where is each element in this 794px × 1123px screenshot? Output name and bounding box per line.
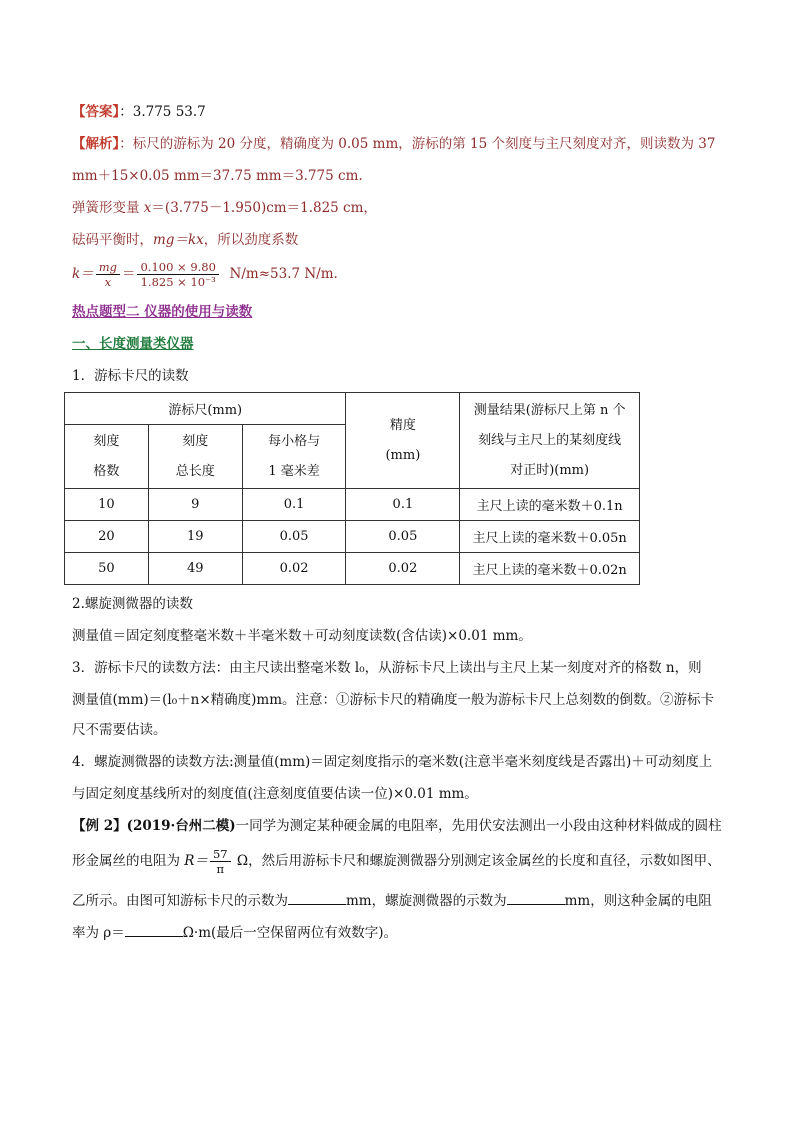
cell-diff: 0.1 bbox=[242, 489, 346, 521]
formula-k-lhs: k＝ bbox=[72, 266, 94, 282]
example-line-4 bbox=[72, 922, 397, 943]
analysis-line-3 bbox=[72, 198, 377, 218]
example-line-1 bbox=[72, 816, 722, 836]
cell-total: 19 bbox=[148, 521, 242, 553]
cell-precision: 0.1 bbox=[346, 489, 460, 521]
section-4-line-1: 4．螺旋测微器的读数方法:测量值(mm)＝固定刻度指示的毫米数(注意半毫米刻度线是否露出)＋可动刻度上 bbox=[72, 754, 713, 770]
header-precision-1: 精度 bbox=[389, 417, 416, 433]
cell-precision: 0.05 bbox=[346, 521, 460, 553]
resistance-den: π bbox=[216, 862, 225, 876]
section-2-text: 测量值＝固定刻度整毫米数＋半毫米数＋可动刻度读数(含估读)×0.01 mm。 bbox=[72, 628, 532, 644]
example-line-4-pre: 率为 ρ＝ bbox=[72, 925, 125, 941]
table-row bbox=[65, 521, 640, 553]
analysis-line-4-post: ，所以劲度系数 bbox=[203, 232, 299, 248]
formula-k-rhs: N/m≈53.7 N/m. bbox=[229, 266, 338, 282]
header-vernier: 游标尺(mm) bbox=[65, 393, 346, 425]
section-3-line-2: 测量值(mm)＝(l₀＋n×精确度)mm。注意：①游标卡尺的精确度一般为游标卡尺上总刻数的倒数。②游标卡 bbox=[72, 692, 715, 708]
example-line-2 bbox=[72, 844, 721, 878]
header-result-1: 测量结果(游标尺上第 n 个 bbox=[473, 402, 626, 418]
section-3-line-3: 尺不需要估读。 bbox=[72, 722, 167, 738]
formula-equals: ＝ bbox=[121, 266, 136, 282]
example-text-1: 一同学为测定某种硬金属的电阻率，先用伏安法测出一小段由这种材料做成的圆柱 bbox=[235, 818, 722, 834]
formula-fraction-2-num: 0.100 × 9.80 bbox=[137, 260, 218, 275]
answer-colon: ： bbox=[119, 104, 133, 120]
analysis-label: 【解析】 bbox=[72, 136, 120, 152]
formula-fraction-1 bbox=[96, 260, 120, 289]
example-line-3 bbox=[72, 890, 712, 911]
cell-total: 49 bbox=[148, 553, 242, 585]
analysis-text-1: 标尺的游标为 20 分度，精确度为 0.05 mm，游标的第 15 个刻度与主尺刻度对齐，则读数为 37 bbox=[132, 136, 716, 152]
example-line-4-post: Ω·m(最后一空保留两位有效数字)。 bbox=[182, 925, 398, 941]
answer-line bbox=[72, 102, 206, 122]
header-total-length-2: 总长度 bbox=[175, 463, 215, 479]
section-4-line-2: 与固定刻度基线所对的刻度值(注意刻度值要估读一位)×0.01 mm。 bbox=[72, 786, 478, 802]
formula-fraction-1-num: mg bbox=[96, 260, 120, 275]
example-line-3-pre: 乙所示。由图可知游标卡尺的示数为 bbox=[72, 893, 288, 909]
header-result-2: 刻线与主尺上的某刻度线 bbox=[478, 432, 622, 448]
table-row bbox=[65, 553, 640, 585]
table-row bbox=[65, 489, 640, 521]
cell-result: 主尺上读的毫米数＋0.02n bbox=[460, 553, 640, 585]
cell-result: 主尺上读的毫米数＋0.05n bbox=[460, 521, 640, 553]
section-1-title: 1．游标卡尺的读数 bbox=[72, 368, 189, 384]
header-difference-1: 每小格与 bbox=[268, 433, 321, 449]
heading-sub: 一、长度测量类仪器 bbox=[72, 336, 194, 352]
resistance-num: 57 bbox=[210, 847, 231, 862]
cell-diff: 0.02 bbox=[242, 553, 346, 585]
header-difference bbox=[242, 425, 346, 489]
analysis-colon: ： bbox=[119, 136, 133, 152]
answer-blank-3[interactable] bbox=[125, 922, 183, 937]
example-line-2-post: Ω，然后用游标卡尺和螺旋测微器分别测定该金属丝的长度和直径，示数如图甲、 bbox=[232, 853, 721, 869]
answer-blank-1[interactable] bbox=[288, 890, 346, 905]
cell-result: 主尺上读的毫米数＋0.1n bbox=[460, 489, 640, 521]
header-total-length-1: 刻度 bbox=[182, 433, 209, 449]
analysis-line-2: mm＋15×0.05 mm＝37.75 mm＝3.775 cm. bbox=[72, 168, 363, 184]
header-result-3: 对正时)(mm) bbox=[510, 462, 590, 478]
header-precision bbox=[346, 393, 460, 489]
answer-values: 3.775 53.7 bbox=[132, 104, 206, 120]
resistance-lhs: R＝ bbox=[184, 853, 208, 869]
analysis-line-1 bbox=[72, 134, 715, 154]
header-difference-2: 1 毫米差 bbox=[268, 463, 320, 479]
formula-fraction-2-den: 1.825 × 10⁻³ bbox=[140, 275, 216, 289]
cell-precision: 0.02 bbox=[346, 553, 460, 585]
cell-grid: 20 bbox=[65, 521, 149, 553]
analysis-line-3-var: x bbox=[143, 200, 152, 216]
example-line-3-mid: mm，螺旋测微器的示数为 bbox=[346, 893, 507, 909]
header-grid-count-1: 刻度 bbox=[93, 433, 120, 449]
analysis-line-4-pre: 砝码平衡时， bbox=[72, 232, 153, 248]
example-line-2-pre: 形金属丝的电阻为 bbox=[72, 853, 185, 869]
vernier-table bbox=[64, 392, 640, 585]
header-total-length bbox=[148, 425, 242, 489]
formula-fraction-2 bbox=[137, 260, 218, 289]
heading-main: 热点题型二 仪器的使用与读数 bbox=[72, 304, 253, 320]
resistance-fraction bbox=[210, 847, 231, 876]
header-grid-count bbox=[65, 425, 149, 489]
section-3-line-1: 3．游标卡尺的读数方法：由主尺读出整毫米数 l₀，从游标卡尺上读出与主尺上某一刻度对齐的格数 n，则 bbox=[72, 660, 702, 676]
analysis-line-3-pre: 弹簧形变量 bbox=[72, 200, 144, 216]
cell-grid: 10 bbox=[65, 489, 149, 521]
header-precision-2: (mm) bbox=[385, 447, 421, 463]
example-tag: 【例 2】(2019·台州二模) bbox=[72, 818, 236, 834]
header-grid-count-2: 格数 bbox=[93, 463, 120, 479]
formula-fraction-1-den: x bbox=[104, 275, 112, 289]
answer-label: 【答案】 bbox=[72, 104, 120, 120]
section-2-title: 2.螺旋测微器的读数 bbox=[72, 596, 193, 612]
analysis-line-4-eq: mg＝kx bbox=[153, 232, 204, 248]
analysis-line-4 bbox=[72, 230, 298, 250]
cell-grid: 50 bbox=[65, 553, 149, 585]
header-result bbox=[460, 393, 640, 489]
cell-total: 9 bbox=[148, 489, 242, 521]
analysis-line-3-post: ＝(3.775－1.950)cm＝1.825 cm， bbox=[151, 200, 377, 216]
answer-blank-2[interactable] bbox=[507, 890, 565, 905]
example-line-3-post: mm，则这种金属的电阻 bbox=[564, 893, 712, 909]
spring-constant-formula bbox=[72, 258, 338, 290]
cell-diff: 0.05 bbox=[242, 521, 346, 553]
